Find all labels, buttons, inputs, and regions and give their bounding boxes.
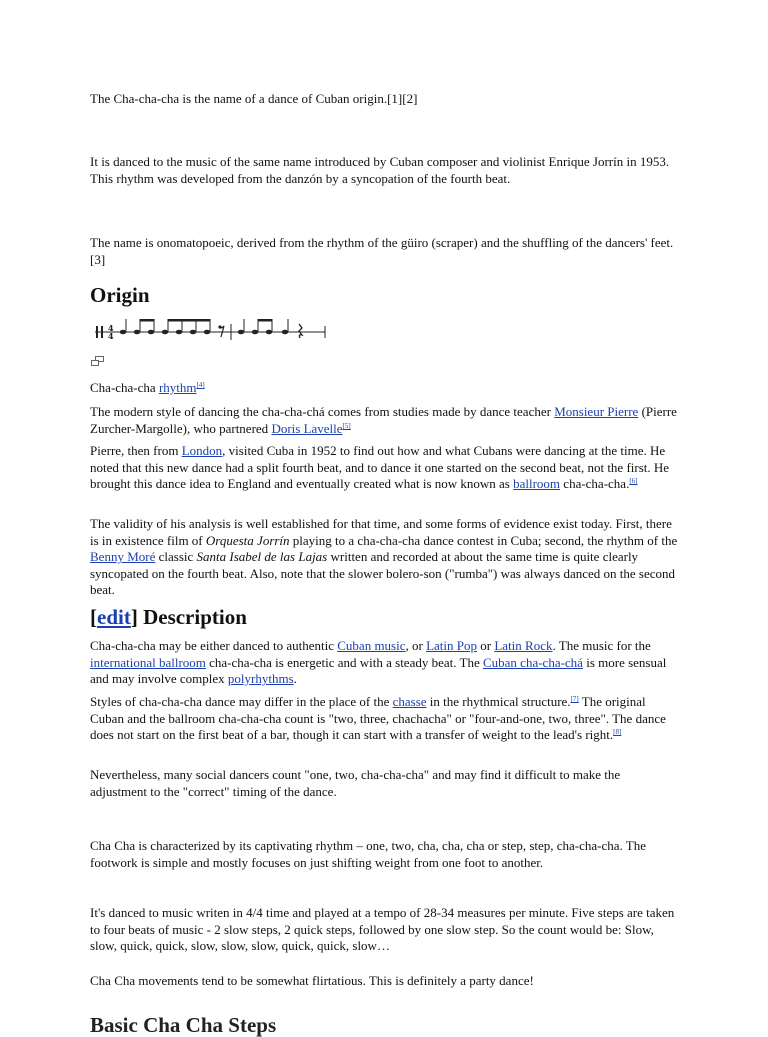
text-span: The original Cuban and the ballroom cha-cha-cha count is "two, three, chachacha" or "four-and-one, two, three". The dance does not start on the first beat of a bar, though it can start with a transfer of weight to the lead's right.	[90, 694, 666, 742]
text-span: . The music for the	[552, 638, 651, 653]
text-span: Pierre, then from	[90, 443, 182, 458]
intro-paragraph-2: It is danced to the music of the same name introduced by Cuban composer and violinist Enrique Jorrín in 1953. This rhythm was developed from the danzón by a syncopation of the fourth beat.	[90, 154, 670, 186]
london-link[interactable]: London	[181, 443, 223, 458]
film-title: Orquesta Jorrín	[205, 532, 290, 548]
ref-link-7[interactable]: [7]	[570, 695, 579, 703]
text-span: , or	[405, 638, 427, 653]
cuban-music-link[interactable]: Cuban music	[337, 638, 406, 653]
edit-section	[90, 605, 138, 629]
basic-steps-heading: Basic Cha Cha Steps	[90, 1013, 277, 1037]
latin-rock-link[interactable]: Latin Rock	[494, 638, 553, 653]
text-span: The validity of his analysis is well established for that time, and some forms of evidence exist today. First, there is in existence film of	[90, 516, 672, 548]
text-span: in the rhythmical structure.	[426, 694, 571, 709]
ref-link-8[interactable]: [8]	[613, 728, 622, 736]
origin-paragraph-1	[90, 404, 680, 437]
text-span: playing to a cha-cha-cha dance contest in Cuba; second, the rhythm of the	[289, 532, 678, 548]
extra-paragraph-3: Cha Cha movements tend to be somewhat flirtatious. This is definitely a party dance!	[90, 973, 534, 988]
text-span: , visited Cuba in 1952 to find out how and what Cubans were dancing at the time. He noted that this new dance had a split fourth beat, and to dance it one started on the second beat, not the first. He brought this dance idea to England and eventually created what is now known as	[90, 443, 670, 491]
bracket-open: [	[90, 605, 97, 629]
text-span: or	[477, 638, 495, 653]
text-span: (Pierre Zurcher-Margolle), who partnered	[90, 404, 677, 436]
caption-text: Cha-cha-cha	[90, 380, 159, 395]
cuban-cha-cha-cha-link[interactable]: Cuban cha-cha-chá	[482, 654, 583, 670]
text-span: is more sensual and may involve complex	[90, 654, 667, 686]
rhythm-caption	[90, 380, 680, 397]
song-title: Santa Isabel de las Lajas	[196, 549, 328, 564]
doris-lavelle-link[interactable]: Doris Lavelle	[271, 420, 343, 436]
intro-paragraph-1: The Cha-cha-cha is the name of a dance of Cuban origin.[1][2]	[90, 91, 418, 106]
description-heading	[90, 605, 680, 629]
description-paragraph-1	[90, 638, 680, 688]
text-span: cha-cha-cha.	[560, 476, 630, 491]
bracket-close: ]	[130, 605, 138, 629]
edit-link[interactable]: edit	[97, 605, 131, 629]
polyrhythms-link[interactable]: polyrhythms	[227, 671, 294, 686]
media-enlarge-icon[interactable]	[91, 356, 105, 366]
text-span: Styles of cha-cha-cha dance may differ in the place of the	[90, 694, 393, 709]
svg-text:4: 4	[108, 331, 114, 341]
rhythm-notation-image	[91, 316, 331, 346]
svg-text:4: 4	[108, 323, 114, 333]
intro-paragraph-3: The name is onomatopoeic, derived from the rhythm of the güiro (scraper) and the shuffling of the dancers' feet.[3]	[90, 235, 674, 267]
text-span: The modern style of dancing the cha-cha-chá comes from studies made by dance teacher	[90, 404, 555, 419]
origin-heading: Origin	[90, 283, 150, 307]
ref-link-4[interactable]: [4]	[196, 381, 205, 389]
description-title: Description	[137, 605, 247, 629]
extra-paragraph-1: Cha Cha is characterized by its captivating rhythm – one, two, cha, cha, cha or step, step, cha-cha-cha. The footwork is simple and mostly focuses on just shifting weight from one foot to another.	[90, 838, 647, 870]
extra-paragraph-2: It's danced to music writen in 4/4 time and played at a tempo of 28-34 measures per minute. Five steps are taken to four beats of music - 2 slow steps, 2 quick steps, followed by one slow step. So the count would be: Slow, slow, quick, quick, slow, slow, slow, quick, quick, slow…	[90, 905, 675, 953]
latin-pop-link[interactable]: Latin Pop	[426, 638, 478, 653]
origin-paragraph-3	[90, 516, 680, 599]
ref-link-5[interactable]: [5]	[342, 421, 351, 430]
text-span: written and recorded at about the same time is quite clearly syncopated on the fourth beat. Also, note that the slower bolero-son ("rumba") was always danced on the second beat.	[90, 549, 675, 597]
description-paragraph-3: Nevertheless, many social dancers count "one, two, cha-cha-cha" and may find it difficult to make the adjustment to the "correct" timing of the dance.	[90, 767, 621, 799]
description-paragraph-2	[90, 694, 680, 744]
text-span: Cha-cha-cha may be either danced to authentic	[90, 638, 338, 653]
text-span: classic	[155, 549, 197, 564]
origin-paragraph-2	[90, 443, 680, 493]
rhythm-link[interactable]: rhythm	[158, 380, 197, 395]
ref-link-6[interactable]: [6]	[629, 477, 638, 485]
text-span: cha-cha-cha is energetic and with a steady beat. The	[205, 654, 483, 670]
text-span: .	[293, 671, 297, 686]
benny-more-link[interactable]: Benny Moré	[90, 549, 156, 564]
monsieur-pierre-link[interactable]: Monsieur Pierre	[554, 404, 639, 419]
ballroom-link[interactable]: ballroom	[513, 476, 561, 491]
chasse-link[interactable]: chasse	[392, 694, 427, 709]
international-ballroom-link[interactable]: international ballroom	[90, 654, 206, 670]
